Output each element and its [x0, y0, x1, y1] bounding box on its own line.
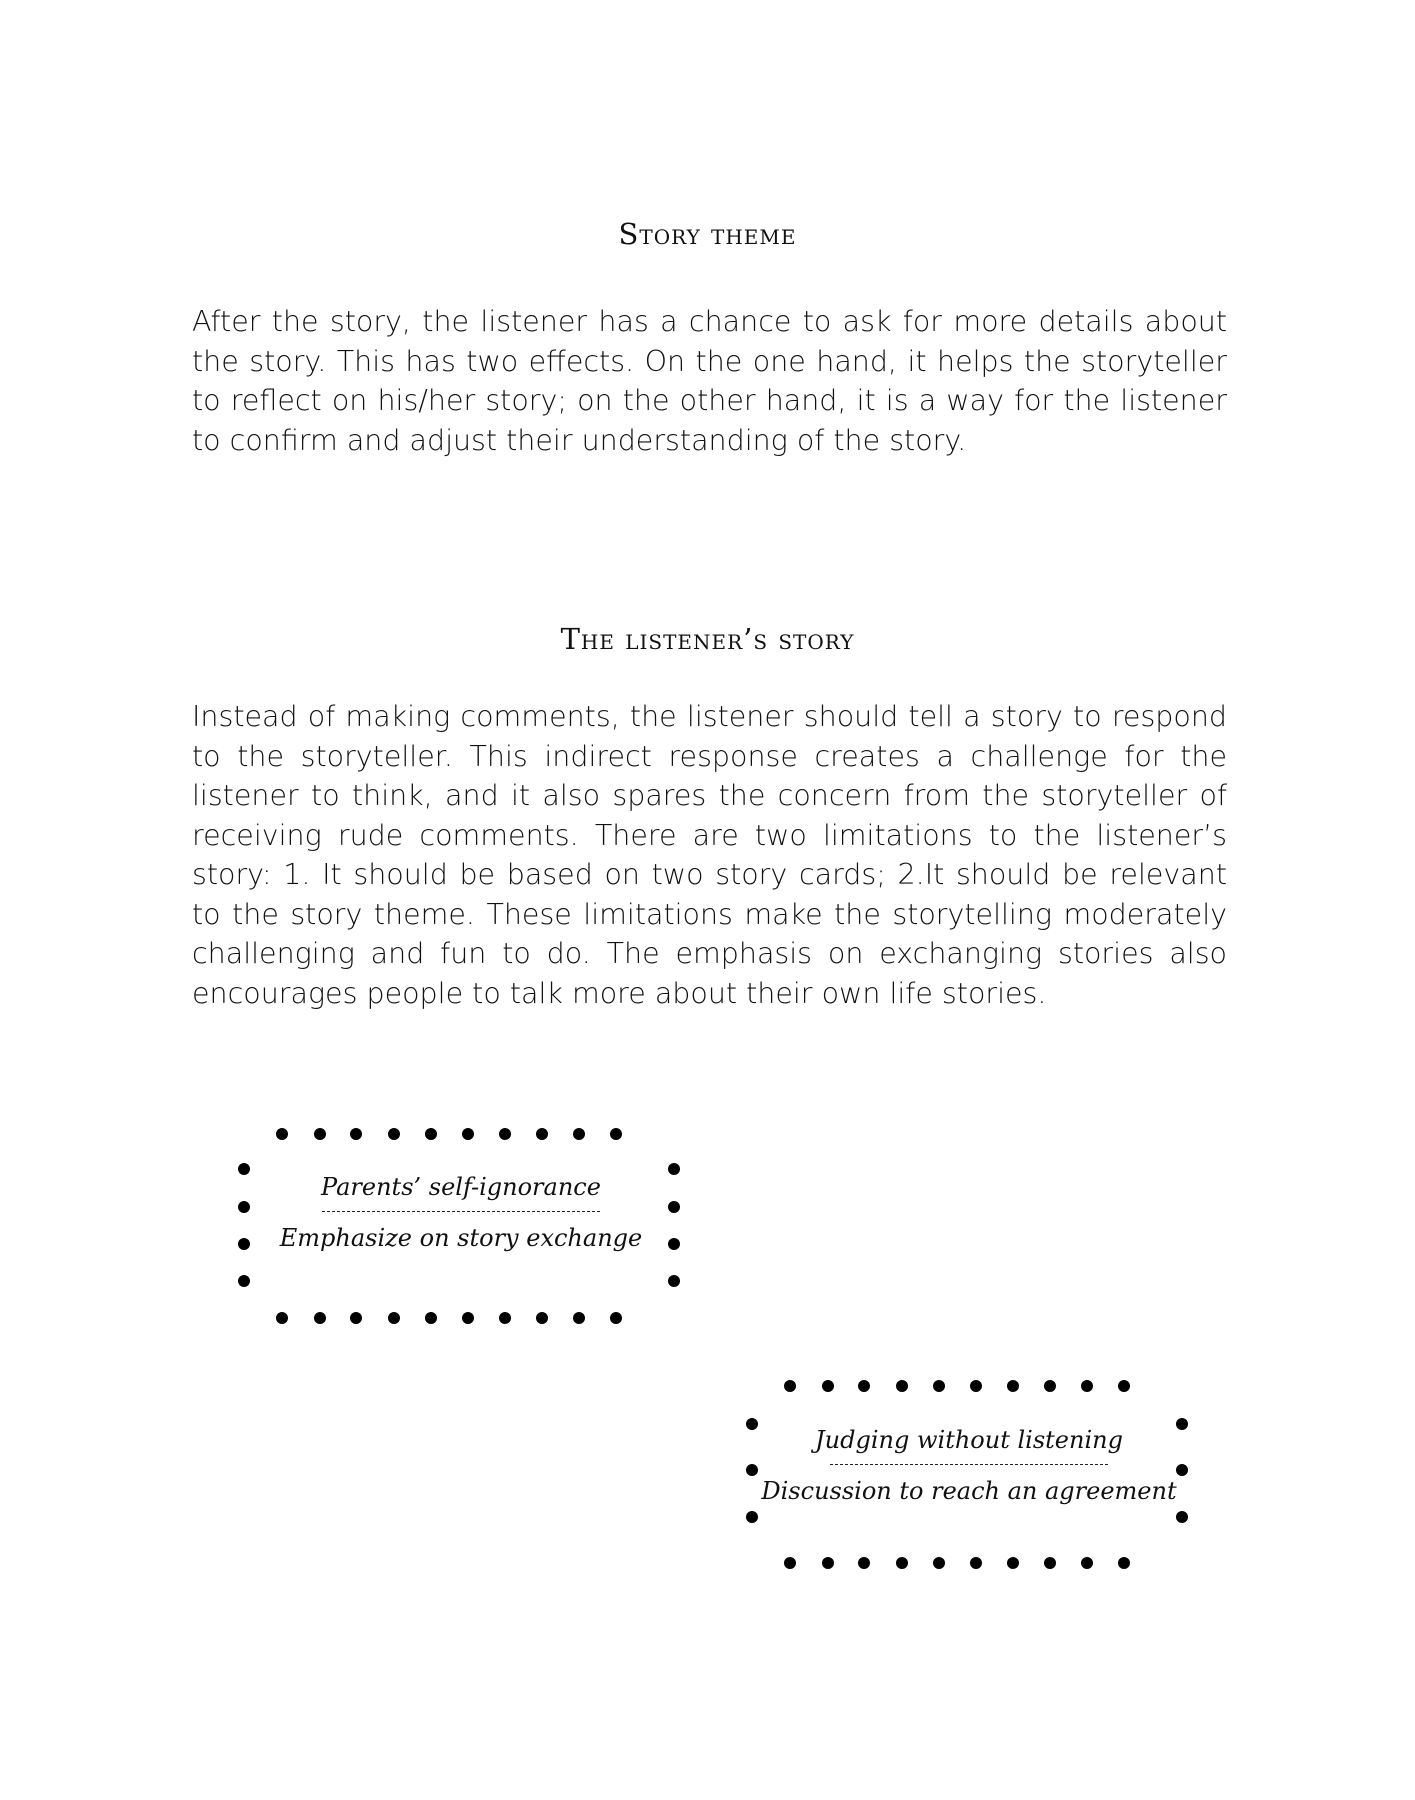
card-2-bottom-text: Discussion to reach an agreement	[761, 1477, 1177, 1505]
story-card-2	[746, 1380, 1192, 1576]
card-2-divider	[830, 1464, 1108, 1465]
story-theme-paragraph: After the story, the listener has a chance to ask for more details about the story. This has two effects. On the one hand, it helps the storyteller to reflect on his/her story; on the other hand, it is a way for the listener to confirm and adjust their understanding of the story.	[192, 305, 1227, 457]
card-1-bottom-text: Emphasize on story exchange	[279, 1224, 643, 1252]
section-heading-listeners-story: The listener’s story	[560, 622, 855, 656]
section-heading-story-theme: Story theme	[618, 217, 797, 251]
story-card-1	[238, 1128, 684, 1326]
card-1-divider	[322, 1211, 600, 1212]
card-1-top-text: Parents’ self-ignorance	[321, 1173, 601, 1201]
card-2-top-text: Judging without listening	[815, 1426, 1123, 1454]
listeners-story-paragraph: Instead of making comments, the listener should tell a story to respond to the storyteller. This indirect response creates a challenge for the listener to think, and it also spares the concern from the storyteller of receiving rude comments. There are two limitations to the listener’s story: 1. It should be based on two story cards; 2.It should be relevant to the story theme. These limitations make the storytelling moderately challenging and fun to do. The emphasis on exchanging stories also encourages people to talk more about their own life stories.	[192, 700, 1227, 1010]
